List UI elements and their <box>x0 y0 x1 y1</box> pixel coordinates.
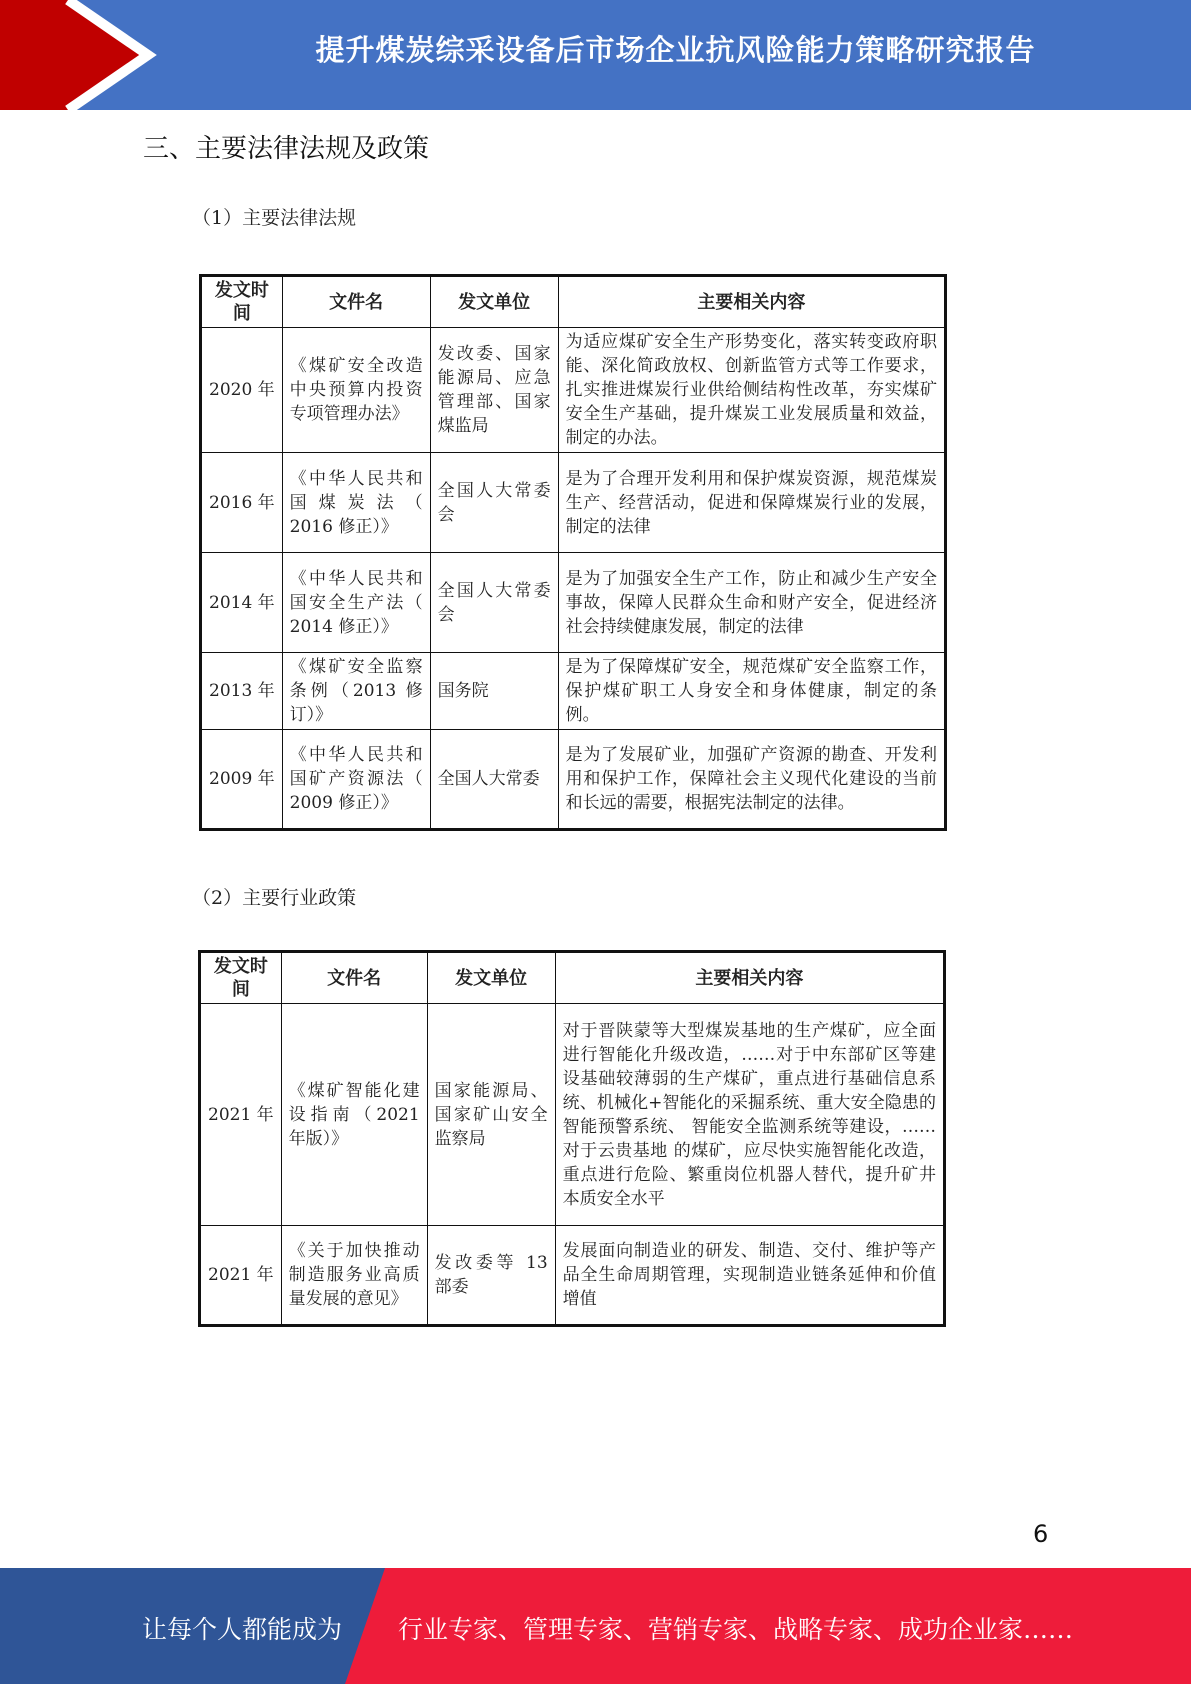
row-time: 2021 年 <box>200 1226 282 1326</box>
row-time: 2009 年 <box>201 730 283 830</box>
footer-slogan-right: 行业专家、管理专家、营销专家、战略专家、成功企业家…… <box>398 1615 1074 1644</box>
row-content: 是为了加强安全生产工作，防止和减少生产安全事故，保障人民群众生命和财产安全，促进经济社会持续健康发展，制定的法律 <box>558 553 945 653</box>
row-issuer: 国家能源局、国家矿山安全监察局 <box>427 1004 555 1226</box>
row-name: 《煤矿安全监察条例（2013 修订）》 <box>282 653 430 730</box>
row-name: 《关于加快推动制造服务业高质量发展的意见》 <box>281 1226 427 1326</box>
page-number: 6 <box>1033 1520 1049 1548</box>
row-issuer: 发改委等 13 部委 <box>427 1226 555 1326</box>
row-content: 对于晋陕蒙等大型煤炭基地的生产煤矿，应全面进行智能化升级改造，……对于中东部矿区等建设基础较薄弱的生产煤矿，重点进行基础信息系统、机械化+智能化的采掘系统、重大安全隐患的智能预警系统、 智能安全监测系统等建设，……对于云贵基地 的煤矿，应尽快实施智能化改造，重点进行危险、繁重岗位机器人替代，提升矿井本质安全水平 <box>555 1004 944 1226</box>
row-name: 《中华人民共和国煤炭法（ 2016 修正）》 <box>282 453 430 553</box>
policies-subtitle: （2）主要行业政策 <box>192 887 357 909</box>
policies-header-row <box>200 952 945 1004</box>
row-time: 2016 年 <box>201 453 283 553</box>
header-issuer: 发文单位 <box>427 952 555 1004</box>
row-issuer: 全国人大常委会 <box>430 553 558 653</box>
header-issuer: 发文单位 <box>430 276 558 328</box>
table-row <box>200 1004 945 1226</box>
row-issuer: 全国人大常委会 <box>430 453 558 553</box>
table-row <box>200 1226 945 1326</box>
header-content: 主要相关内容 <box>558 276 945 328</box>
row-issuer: 全国人大常委 <box>430 730 558 830</box>
footer-slogan-left: 让每个人都能成为 <box>142 1615 343 1644</box>
header-banner <box>0 0 1191 110</box>
row-name: 《煤矿安全改造中央预算内投资专项管理办法》 <box>282 328 430 453</box>
laws-header-row <box>201 276 946 328</box>
report-title: 提升煤炭综采设备后市场企业抗风险能力策略研究报告 <box>315 33 1036 67</box>
header-name: 文件名 <box>281 952 427 1004</box>
row-name: 《中华人民共和国安全生产法（ 2014 修正）》 <box>282 553 430 653</box>
row-content: 是为了发展矿业，加强矿产资源的勘查、开发利用和保护工作，保障社会主义现代化建设的当前和长远的需要，根据宪法制定的法律。 <box>558 730 945 830</box>
policies-table <box>198 950 946 1327</box>
row-content: 是为了保障煤矿安全，规范煤矿安全监察工作，保护煤矿职工人身安全和身体健康，制定的条例。 <box>558 653 945 730</box>
row-time: 2021 年 <box>200 1004 282 1226</box>
row-content: 发展面向制造业的研发、制造、交付、维护等产品全生命周期管理，实现制造业链条延伸和价值增值 <box>555 1226 944 1326</box>
row-issuer: 国务院 <box>430 653 558 730</box>
table-row <box>201 328 946 453</box>
row-content: 为适应煤矿安全生产形势变化，落实转变政府职能、深化简政放权、创新监管方式等工作要求，扎实推进煤炭行业供给侧结构性改革，夯实煤矿安全生产基础，提升煤炭工业发展质量和效益，制定的办法。 <box>558 328 945 453</box>
table-row <box>201 553 946 653</box>
table-row <box>201 653 946 730</box>
header-time: 发文时间 <box>201 276 283 328</box>
row-time: 2020 年 <box>201 328 283 453</box>
row-name: 《中华人民共和国矿产资源法（ 2009 修正）》 <box>282 730 430 830</box>
row-time: 2013 年 <box>201 653 283 730</box>
row-content: 是为了合理开发利用和保护煤炭资源，规范煤炭生产、经营活动，促进和保障煤炭行业的发展，制定的法律 <box>558 453 945 553</box>
section-title: 三、主要法律法规及政策 <box>143 134 430 164</box>
table-row <box>201 730 946 830</box>
laws-subtitle: （1）主要法律法规 <box>192 207 357 229</box>
header-time: 发文时间 <box>200 952 282 1004</box>
row-name: 《煤矿智能化建设指南（2021 年版）》 <box>281 1004 427 1226</box>
header-name: 文件名 <box>282 276 430 328</box>
row-time: 2014 年 <box>201 553 283 653</box>
header-content: 主要相关内容 <box>555 952 944 1004</box>
table-row <box>201 453 946 553</box>
laws-table <box>199 274 947 831</box>
row-issuer: 发改委、国家能源局、应急管理部、国家煤监局 <box>430 328 558 453</box>
